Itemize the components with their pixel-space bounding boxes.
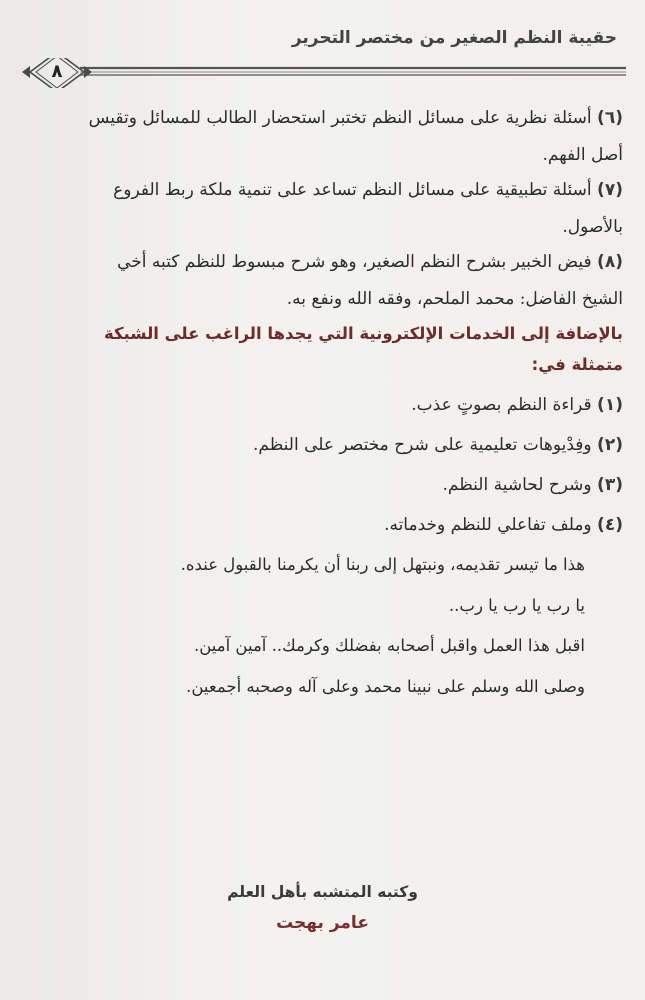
item-number: (١) bbox=[597, 395, 623, 415]
page-number: ٨ bbox=[51, 61, 63, 82]
closing-line: هذا ما تيسر تقديمه، ونبتهل إلى ربنا أن يكرمنا بالقبول عنده. bbox=[180, 555, 585, 574]
electronic-services-list bbox=[22, 397, 623, 534]
list-item bbox=[22, 517, 623, 534]
list-item bbox=[22, 437, 623, 454]
item-number: (٣) bbox=[597, 475, 623, 495]
item-text: أصل الفهم. bbox=[542, 145, 623, 165]
signature-author: عامر بهجت bbox=[276, 913, 369, 933]
item-number: (٨) bbox=[597, 252, 623, 272]
item-text: أسئلة تطبيقية على مسائل النظم تساعد على تنمية ملكة ربط الفروع bbox=[113, 180, 592, 200]
item-text: قراءة النظم بصوتٍ عذب. bbox=[411, 395, 592, 415]
list-item bbox=[22, 477, 623, 494]
list-item bbox=[22, 182, 623, 236]
item-text: فيض الخبير بشرح النظم الصغير، وهو شرح مبسوط للنظم كتبه أخي bbox=[117, 252, 592, 272]
page-body bbox=[22, 110, 623, 719]
item-text: وشرح لحاشية النظم. bbox=[442, 475, 592, 495]
signature-block bbox=[0, 883, 645, 933]
item-number: (٧) bbox=[597, 180, 623, 200]
item-number: (٦) bbox=[597, 108, 623, 128]
header-rule bbox=[0, 58, 645, 88]
item-number: (٢) bbox=[597, 435, 623, 455]
item-text: بالأصول. bbox=[562, 217, 623, 237]
item-text: الشيخ الفاضل: محمد الملحم، وفقه الله ونفع به. bbox=[286, 289, 623, 309]
list-item bbox=[22, 110, 623, 164]
closing-line: وصلى الله وسلم على نبينا محمد وعلى آله وصحبه أجمعين. bbox=[186, 676, 585, 696]
item-text: أسئلة نظرية على مسائل النظم تختبر استحضار الطالب للمسائل وتقيس bbox=[88, 108, 592, 128]
item-text: وملف تفاعلي للنظم وخدماته. bbox=[384, 515, 592, 535]
item-number: (٤) bbox=[597, 515, 623, 535]
signature-by: وكتبه المتشبه بأهل العلم bbox=[227, 883, 418, 901]
list-item bbox=[22, 397, 623, 414]
electronic-services-heading: بالإضافة إلى الخدمات الإلكترونية التي يجدها الراغب على الشبكة متمثلة في: bbox=[103, 324, 623, 374]
running-header-title: حقيبة النظم الصغير من مختصر التحرير bbox=[291, 28, 617, 48]
closing-line: يا رب يا رب يا رب.. bbox=[448, 595, 585, 615]
closing-line: اقبل هذا العمل واقبل أصحابه بفضلك وكرمك.. آمين آمين. bbox=[193, 636, 585, 655]
item-text: وفِدْيوهات تعليمية على شرح مختصر على النظم. bbox=[253, 435, 592, 455]
list-item bbox=[22, 254, 623, 308]
closing-paragraphs bbox=[22, 557, 585, 695]
